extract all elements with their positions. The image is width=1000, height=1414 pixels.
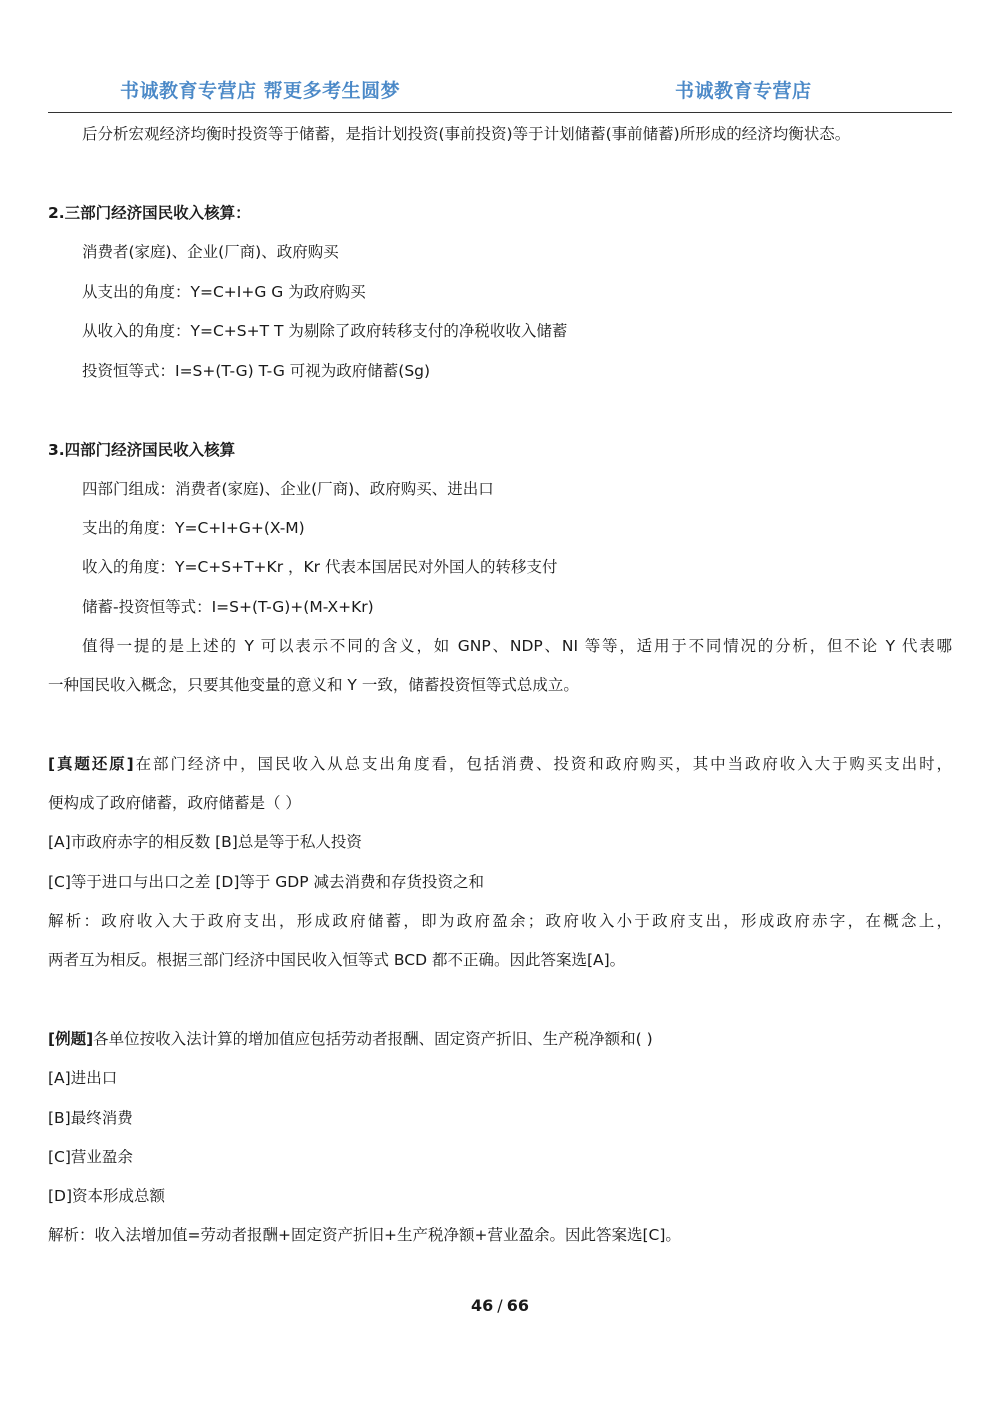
q2-option: [C]营业盈余 [48, 1148, 133, 1166]
page-separator: / [497, 1296, 503, 1315]
header-left-title: 书诚教育专营店 帮更多考生圆梦 [120, 80, 401, 102]
section2-line: 从支出的角度：Y=C+I+G G 为政府购买 [82, 283, 366, 301]
q1-stem-line2: 便构成了政府储蓄，政府储蓄是（ ） [48, 794, 301, 812]
section2-line: 投资恒等式：I=S+(T-G) T-G 可视为政府储蓄(Sg) [82, 362, 431, 380]
section3-note-line1: 值得一提的是上述的 Y 可以表示不同的含义，如 GNP、NDP、NI 等等，适用于不同情况的分析，但不论 Y 代表哪 [82, 637, 952, 655]
q1-analysis-line1: 解析：政府收入大于政府支出，形成政府储蓄，即为政府盈余；政府收入小于政府支出，形成政府赤字，在概念上， [48, 912, 952, 930]
q1-options-row: [C]等于进口与出口之差 [D]等于 GDP 减去消费和存货投资之和 [48, 873, 485, 891]
section2-heading: 2.三部门经济国民收入核算： [48, 204, 251, 222]
page-current: 46 [471, 1296, 494, 1315]
q2-analysis: 解析：收入法增加值=劳动者报酬+固定资产折旧+生产税净额+营业盈余。因此答案选[C]。 [48, 1226, 681, 1244]
q2-option: [B]最终消费 [48, 1109, 133, 1127]
q2-option: [A]进出口 [48, 1069, 118, 1087]
section2-line: 从收入的角度：Y=C+S+T T 为剔除了政府转移支付的净税收收入储蓄 [82, 322, 568, 340]
q1-stem-text: 在部门经济中，国民收入从总支出角度看，包括消费、投资和政府购买，其中当政府收入大于购买支出时， [133, 755, 952, 773]
q2-stem [48, 1028, 653, 1050]
q1-options-row: [A]市政府赤字的相反数 [B]总是等于私人投资 [48, 833, 362, 851]
section3-heading: 3.四部门经济国民收入核算 [48, 441, 236, 459]
q2-option: [D]资本形成总额 [48, 1187, 166, 1205]
q2-tag: [例题] [48, 1030, 94, 1048]
section3-line: 收入的角度：Y=C+S+T+Kr ，Kr 代表本国居民对外国人的转移支付 [82, 558, 558, 576]
section3-line: 支出的角度：Y=C+I+G+(X-M) [82, 519, 305, 537]
page-number [0, 1296, 1000, 1315]
section3-line: 储蓄-投资恒等式：I=S+(T-G)+(M-X+Kr) [82, 598, 374, 616]
q1-tag: [真题还原] [48, 755, 134, 773]
intro-text: 后分析宏观经济均衡时投资等于储蓄，是指计划投资(事前投资)等于计划储蓄(事前储蓄)所形成的经济均衡状态。 [82, 125, 851, 143]
page-header [48, 70, 952, 113]
page-total: 66 [506, 1296, 529, 1315]
section2-line: 消费者(家庭)、企业(厂商)、政府购买 [82, 243, 339, 261]
section3-note-line2: 一种国民收入概念，只要其他变量的意义和 Y 一致，储蓄投资恒等式总成立。 [48, 676, 579, 694]
header-right-title: 书诚教育专营店 [675, 80, 812, 102]
q1-stem-line1 [48, 753, 952, 775]
q1-analysis-line2: 两者互为相反。根据三部门经济中国民收入恒等式 BCD 都不正确。因此答案选[A]。 [48, 951, 626, 969]
section3-line: 四部门组成：消费者(家庭)、企业(厂商)、政府购买、进出口 [82, 480, 494, 498]
q2-stem-text: 各单位按收入法计算的增加值应包括劳动者报酬、固定资产折旧、生产税净额和( ) [93, 1030, 653, 1048]
